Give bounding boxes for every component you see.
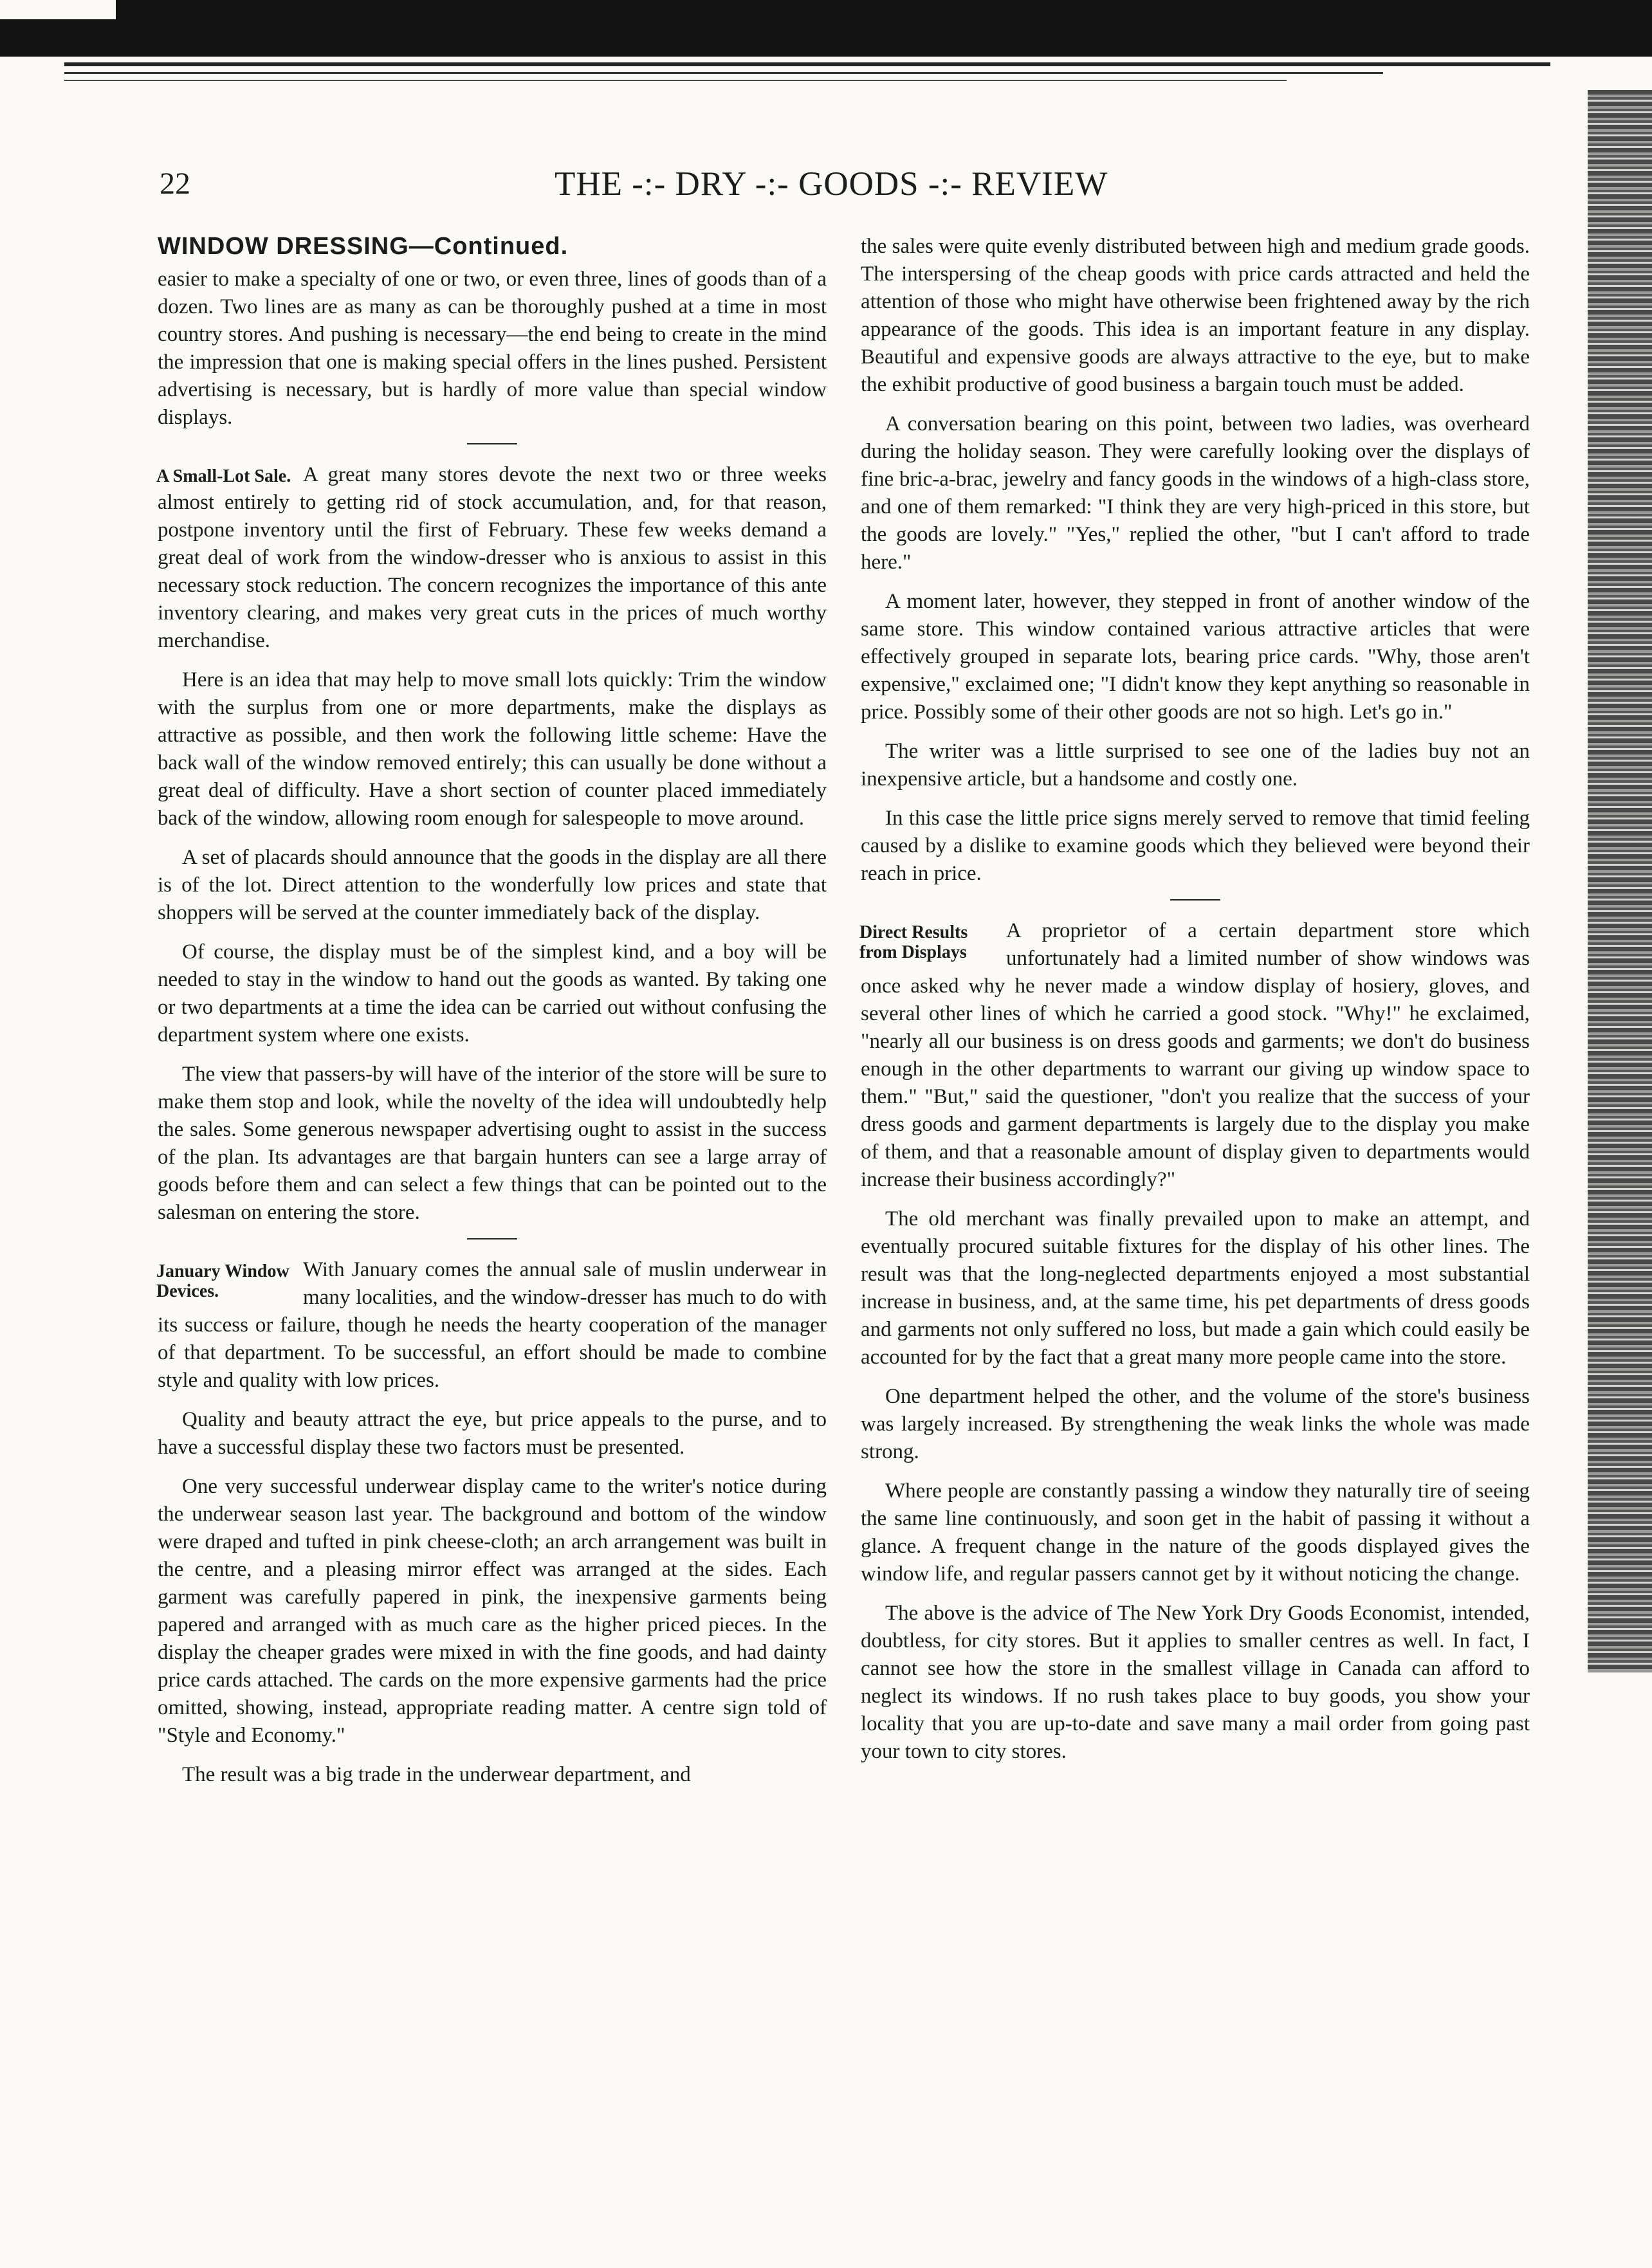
header-rule: [64, 80, 1287, 81]
sidehead-small-lot-sale: A Small-Lot Sale.: [156, 466, 291, 486]
header-rule: [64, 72, 1383, 74]
sidehead-january-window-devices: January Window Devices.: [156, 1261, 289, 1301]
paragraph: A great many stores devote the next two or three weeks almost entirely to getting rid of stock accumulation, and, for that reason, postpone inventory until the first of February. These few weeks demand a great deal of work from the window-dresser who is anxious to assist in this necessary stock reduction. The concern recognizes the importance of this ante inventory clearing, and makes very great cuts in the prices of much worthy merchandise.: [158, 463, 827, 652]
paragraph: One department helped the other, and the volume of the store's business was largely increased. By strengthening the weak links the whole was made strong.: [861, 1385, 1530, 1463]
sidehead-direct-results: Direct Results from Displays: [859, 922, 968, 962]
header-rule: [64, 62, 1550, 66]
left-column: [158, 233, 827, 1800]
scan-top-border: [0, 0, 1652, 57]
page-number: 22: [160, 167, 190, 201]
section-title: WINDOW DRESSING—Continued.: [158, 233, 569, 260]
right-column: [861, 233, 1530, 1777]
paragraph: With January comes the annual sale of muslin underwear in many localities, and the window-dresser has much to do with its success or failure, though he needs the hearty cooperation of the manager of that department. To be successful, an effort should be made to combine style and quality with low prices.: [158, 1258, 827, 1392]
paragraph: Where people are constantly passing a window they naturally tire of seeing the same line continuously, and soon get in the habit of passing it without a glance. A frequent change in the nature of the goods displayed gives the window life, and regular passers cannot get by it without noticing the change.: [861, 1479, 1530, 1586]
paragraph: The old merchant was finally prevailed upon to make an attempt, and eventually procured suitable fixtures for the display of his other lines. The result was that the long-neglected departments enjoyed a most substantial increase in business, and, at the same time, his pet departments of dress goods and garments not only suffered no loss, but made a gain which could easily be accounted for by the fact that a great many more people came into the store.: [861, 1207, 1530, 1369]
paragraph: the sales were quite evenly distributed between high and medium grade goods. The interspersing of the cheap goods with price cards attracted and held the attention of those who might have otherwise been frightened away by the rich appearance of the goods. This idea is an important feature in any display. Beautiful and expensive goods are always attractive to the eye, but to make the exhibit productive of good business a bargain touch must be added.: [861, 235, 1530, 396]
paragraph: Of course, the display must be of the simplest kind, and a boy will be needed to stay in the window to hand out the goods as wanted. By taking one or two departments at a time the idea can be carried out without confusing the department system where one exists.: [158, 940, 827, 1047]
section-separator: [1170, 899, 1220, 901]
paragraph: easier to make a specialty of one or two, or even three, lines of goods than of a dozen. Two lines are as many as can be thoroughly pushed at a time in most country stores. And pushing is necessary—the end being to create in the mind the impression that one is making special offers in the lines pushed. Persistent advertising is necessary, but is hardly of more value than special window displays.: [158, 268, 827, 429]
section-separator: [467, 1238, 517, 1239]
paragraph: The result was a big trade in the underwear department, and: [182, 1763, 691, 1786]
scan-page-edge: [1588, 90, 1652, 1672]
running-head: THE -:- DRY -:- GOODS -:- REVIEW: [555, 165, 1108, 203]
paragraph: A conversation bearing on this point, between two ladies, was overheard during the holiday season. They were carefully looking over the displays of fine bric-a-brac, jewelry and fancy goods in the windows of a high-class store, and one of them remarked: "I think they are very high-priced in this store, but the goods are lovely." "Yes," replied the other, "but I can't afford to trade here.": [861, 412, 1530, 574]
paragraph: The writer was a little surprised to see one of the ladies buy not an inexpensive article, but a handsome and costly one.: [861, 740, 1530, 791]
paragraph: In this case the little price signs merely served to remove that timid feeling caused by a dislike to examine goods which they believed were beyond their reach in price.: [861, 807, 1530, 885]
paragraph: Here is an idea that may help to move small lots quickly: Trim the window with the surplus from one or more departments, make the displays as attractive as possible, and then work the following little scheme: Have the back wall of the window removed entirely; this can usually be done without a great deal of difficulty. Have a short section of counter placed immediately back of the window, allowing room enough for salespeople to move around.: [158, 668, 827, 830]
paragraph: One very successful underwear display came to the writer's notice during the underwear season last year. The background and bottom of the window were draped and tufted in pink cheese-cloth; an arch arrangement was built in the centre, and a pleasing mirror effect was arranged at the sides. Each garment was carefully papered in pink, the inexpensive garments being papered and arranged with as much care as the higher priced pieces. In the display the cheaper grades were mixed in with the fine goods, and had dainty price cards attached. The cards on the more expensive garments had the price omitted, showing, instead, appropriate reading matter. A centre sign told of "Style and Economy.": [158, 1475, 827, 1747]
paragraph: The view that passers-by will have of the interior of the store will be sure to make them stop and look, while the novelty of the idea will undoubtedly help the sales. Some generous newspaper advertising ought to assist in the success of the plan. Its advantages are that bargain hunters can see a large array of goods before them and can select a few things that can be pointed out to the salesman on entering the store.: [158, 1063, 827, 1224]
section-separator: [467, 443, 517, 444]
paragraph: A set of placards should announce that the goods in the display are all there is of the lot. Direct attention to the wonderfully low prices and state that shoppers will be served at the counter immediately back of the display.: [158, 846, 827, 924]
paragraph: The above is the advice of The New York Dry Goods Economist, intended, doubtless, for city stores. But it applies to smaller centres as well. In fact, I cannot see how the store in the smallest village in Canada can afford to neglect its windows. If no rush takes place to buy goods, you show your locality that you are up-to-date and save many a mail order from going past your town to city stores.: [861, 1602, 1530, 1763]
paragraph: A proprietor of a certain department store which unfortunately had a limited number of show windows was once asked why he never made a window display of hosiery, gloves, and several other lines of which he carried a good stock. "Why!" he exclaimed, "nearly all our business is on dress goods and garments; we don't do business enough in the other departments to warrant our giving up window space to them." "But," said the questioner, "don't you realize that the success of your dress goods and garment departments is largely due to the display you make of them, and that a reasonable amount of display given to departments would increase their business accordingly?": [861, 919, 1530, 1191]
paragraph: A moment later, however, they stepped in front of another window of the same store. This window contained various attractive articles that were effectively grouped in separate lots, bearing price cards. "Why, those aren't expensive," exclaimed one; "I didn't know they kept anything so reasonable in price. Possibly some of their other goods are not so high. Let's go in.": [861, 590, 1530, 724]
paragraph: Quality and beauty attract the eye, but price appeals to the purse, and to have a successful display these two factors must be presented.: [158, 1408, 827, 1459]
